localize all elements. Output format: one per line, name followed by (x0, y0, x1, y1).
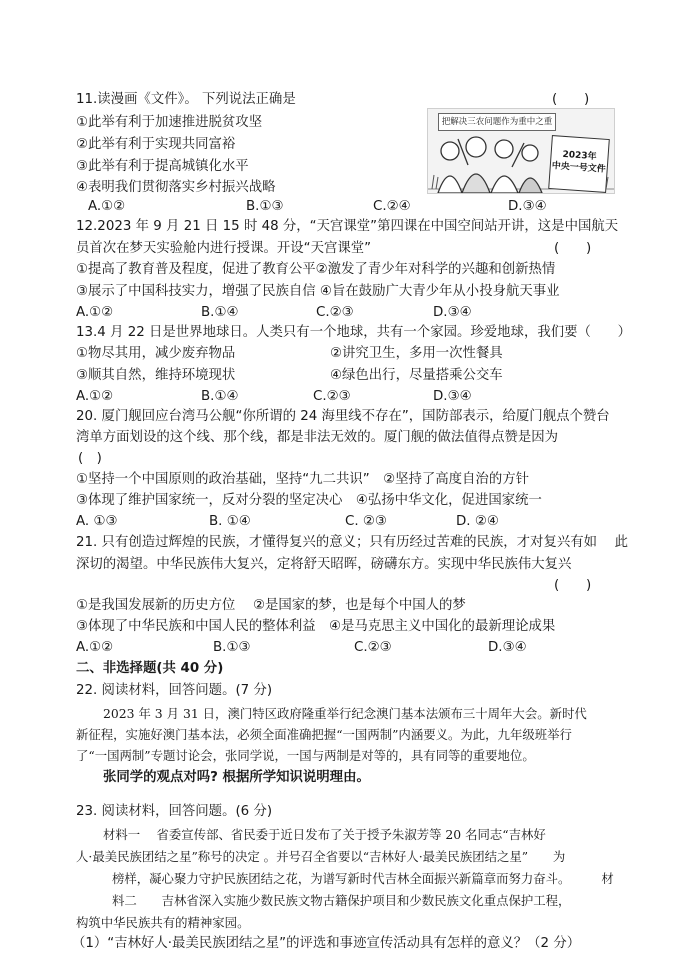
q12-options-1-2: ①提高了教育普及程度，促进了教育公平②激发了青少年对科学的兴趣和创新热情 (76, 262, 556, 277)
q11-option-2: ②此举有利于实现共同富裕 (76, 137, 236, 152)
q12-choice-b: B.①④ (201, 305, 239, 320)
q23-material-line-2: 人·最美民族团结之星”称号的决定 。并号召全省要以“吉林好人·最美民族团结之星” 为 (76, 849, 566, 864)
q23-stem: 23. 阅读材料，回答问题。(6 分) (76, 804, 273, 819)
q12-line-1: 12.2023 年 9 月 21 日 15 时 48 分，“天宫课堂”第四课在中国空间站开讲，这是中国航天 (76, 219, 619, 234)
q11-choice-c: C.②④ (373, 199, 411, 214)
q12-choice-c: C.②③ (316, 305, 354, 320)
q12-choice-a: A.①② (76, 305, 114, 320)
q20-options-3-4: ③体现了维护国家统一，反对分裂的坚定决心 ④弘扬中华文化，促进国家统一 (76, 493, 542, 508)
q11-option-1: ①此举有利于加速推进脱贫攻坚 (76, 115, 263, 130)
cartoon-doc-title: 中央一号文件 (551, 161, 607, 175)
q12-choice-d: D.③④ (433, 305, 472, 320)
q21-choice-a: A.①② (76, 640, 114, 655)
q21-answer-paren: ( ) (554, 578, 592, 593)
cartoon-image (427, 108, 615, 194)
q23-material-line-1: 材料一 省委宣传部、省民委于近日发布了关于授予朱淑芳等 20 名同志“吉林好 (103, 827, 546, 842)
q13-choice-b: B.①④ (201, 389, 239, 404)
q23-material-line-5: 构筑中华民族共有的精神家园。 (76, 915, 250, 930)
q23-material-line-4: 料二 吉林省深入实施少数民族文物古籍保护项目和少数民族文化重点保护工程， (112, 893, 571, 908)
q11-choice-a: A.①② (88, 199, 126, 214)
q20-choice-b: B. ①④ (209, 514, 251, 529)
q22-question: 张同学的观点对吗? 根据所学知识说明理由。 (103, 770, 370, 785)
q21-options-1-2: ①是我国发展新的历史方位 ②是国家的梦，也是每个中国人的梦 (76, 598, 466, 613)
q13-choice-c: C.②③ (313, 389, 351, 404)
q11-option-3: ③此举有利于提高城镇化水平 (76, 159, 249, 174)
q20-choice-d: D. ②④ (456, 514, 499, 529)
q20-line-2: 湾单方面划设的这个线、那个线，都是非法无效的。厦门舰的做法值得点赞是因为 (76, 430, 559, 445)
q20-choice-c: C. ②③ (345, 514, 387, 529)
q21-options-3-4: ③体现了中华民族和中国人民的整体利益 ④是马克思主义中国化的最新理论成果 (76, 619, 556, 634)
q13-option-1: ①物尽其用，减少废弃物品 (76, 346, 236, 361)
q11-stem: 11.读漫画《文件》。 下列说法正确是 (76, 92, 296, 107)
cartoon-document (548, 135, 610, 193)
q11-option-4: ④表明我们贯彻落实乡村振兴战略 (76, 180, 276, 195)
q11-choice-d: D.③④ (508, 199, 547, 214)
q22-material-line-2: 新征程，实施好澳门基本法，必须全面准确把握“一国两制”内涵要义。为此，九年级班举行 (76, 727, 572, 742)
q11-answer-paren: ( ) (552, 92, 590, 107)
q21-choice-c: C.②③ (354, 640, 392, 655)
q21-line-1: 21. 只有创造过辉煌的民族，才懂得复兴的意义；只有历经过苦难的民族，才对复兴有如 此 (76, 535, 629, 550)
q13-option-4: ④绿色出行，尽量搭乘公交车 (330, 368, 503, 383)
q13-stem: 13.4 月 22 日是世界地球日。人类只有一个地球，共有一个家园。珍爱地球，我们要（ ） (76, 325, 632, 340)
q21-choice-d: D.③④ (488, 640, 527, 655)
q20-line-1: 20. 厦门舰回应台湾马公舰“你所谓的 24 海里线不存在”，国防部表示，给厦门舰点个赞台 (76, 409, 610, 424)
q13-option-2: ②讲究卫生，多用一次性餐具 (330, 346, 503, 361)
q12-answer-paren: ( ) (554, 241, 592, 256)
q13-option-3: ③顺其自然，维持环境现状 (76, 368, 236, 383)
q22-material-line-1: 2023 年 3 月 31 日，澳门特区政府隆重举行纪念澳门基本法颁布三十周年大会。新时代 (103, 706, 587, 721)
q20-choice-a: A. ①③ (76, 514, 118, 529)
cartoon-doc-year: 2023年 (562, 149, 597, 163)
q12-line-2: 员首次在梦天实验舱内进行授课。开设“天宫课堂” (76, 241, 372, 256)
q20-options-1-2: ①坚持一个中国原则的政治基础，坚持“九二共识” ②坚持了高度自治的方针 (76, 472, 529, 487)
q11-choice-b: B.①③ (246, 199, 284, 214)
q12-options-3-4: ③展示了中国科技实力，增强了民族自信 ④旨在鼓励广大青少年从小投身航天事业 (76, 284, 560, 299)
q22-stem: 22. 阅读材料，回答问题。(7 分) (76, 683, 273, 698)
q23-material-line-3: 榜样，凝心聚力守护民族团结之花，为谱写新时代吉林全面振兴新篇章而努力奋斗。 材 (112, 871, 614, 886)
q21-line-2: 深切的渴望。中华民族伟大复兴，定将舒天昭晖，磅礴东方。实现中华民族伟大复兴 (76, 557, 572, 572)
section-2-heading: 二、非选择题(共 40 分) (76, 661, 224, 676)
cartoon-banner: 把解决三农问题作为重中之重 (438, 113, 556, 131)
q23-subquestion-1: （1）“吉林好人·最美民族团结之星”的评选和事迹宣传活动具有怎样的意义？（2 分） (72, 936, 581, 951)
q20-answer-paren: ( ) (78, 451, 102, 466)
q21-choice-b: B.①③ (213, 640, 251, 655)
q13-choice-a: A.①② (76, 389, 114, 404)
q22-material-line-3: 了“一国两制”专题讨论会，张同学说，一国与两制是对等的，具有同等的重要地位。 (76, 748, 535, 763)
q13-choice-d: D.③④ (433, 389, 472, 404)
